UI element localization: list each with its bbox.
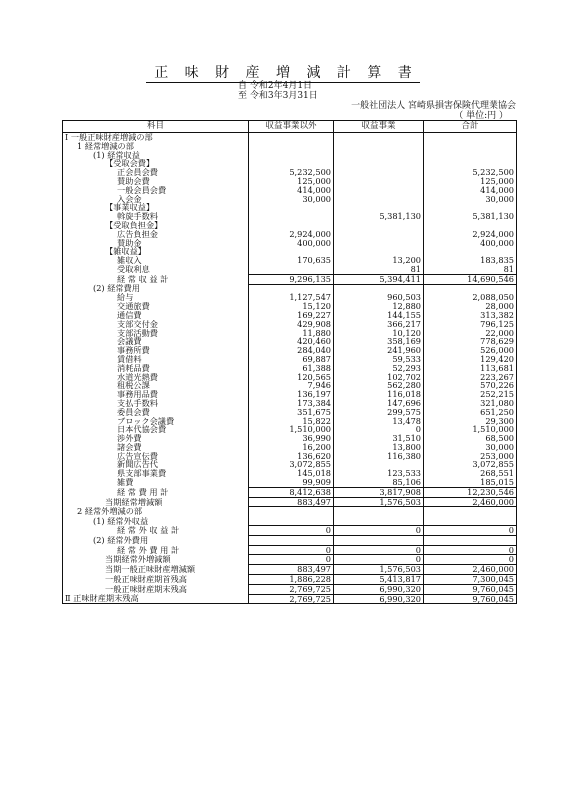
value-profit: 241,960 bbox=[334, 346, 424, 355]
value-non-profit: 2,769,725 bbox=[249, 584, 334, 594]
row-label: 事務用品費 bbox=[63, 390, 249, 399]
row-label: (2) 経常外費用 bbox=[63, 535, 249, 545]
value-non-profit: 15,120 bbox=[249, 302, 334, 311]
value-total: 14,690,546 bbox=[424, 274, 517, 284]
table-row bbox=[63, 265, 517, 274]
value-total: 253,000 bbox=[424, 452, 517, 461]
value-non-profit: 2,769,725 bbox=[249, 594, 334, 604]
header-non-profit-business: 収益事業以外 bbox=[249, 121, 334, 133]
value-profit: 123,533 bbox=[334, 469, 424, 478]
value-non-profit: 136,620 bbox=[249, 452, 334, 461]
value-non-profit: 3,072,855 bbox=[249, 460, 334, 469]
value-non-profit: 120,565 bbox=[249, 373, 334, 382]
header-account: 科目 bbox=[63, 121, 249, 133]
table-row bbox=[63, 526, 517, 536]
row-label: 日本代協会費 bbox=[63, 425, 249, 434]
row-label: 賛助会費 bbox=[63, 177, 249, 186]
row-label: (1) 経常収益 bbox=[63, 151, 249, 160]
value-non-profit bbox=[249, 507, 334, 516]
value-non-profit: 36,990 bbox=[249, 434, 334, 443]
row-label: Ⅰ 一般正味財産増減の部 bbox=[63, 133, 249, 142]
value-profit: 3,817,908 bbox=[334, 487, 424, 497]
row-label: 新聞広告代 bbox=[63, 460, 249, 469]
value-non-profit: 414,000 bbox=[249, 186, 334, 195]
value-total bbox=[424, 142, 517, 151]
row-label: 正会員会費 bbox=[63, 168, 249, 177]
row-label: 雑費 bbox=[63, 478, 249, 487]
table-row bbox=[63, 478, 517, 487]
value-total: 185,015 bbox=[424, 478, 517, 487]
value-profit bbox=[334, 516, 424, 525]
period-from: 自 令和2年4月1日 bbox=[238, 81, 313, 91]
value-total: 778,629 bbox=[424, 337, 517, 346]
value-total: 7,300,045 bbox=[424, 575, 517, 585]
value-profit: 562,280 bbox=[334, 381, 424, 390]
row-label: 斡旋手数料 bbox=[63, 212, 249, 221]
value-total: 570,226 bbox=[424, 381, 517, 390]
row-label: 給与 bbox=[63, 293, 249, 302]
value-profit: 59,533 bbox=[334, 355, 424, 364]
row-label: 2 経常外増減の部 bbox=[63, 507, 249, 516]
row-label: 広告宣伝費 bbox=[63, 452, 249, 461]
row-label: 消耗品費 bbox=[63, 364, 249, 373]
value-profit bbox=[334, 186, 424, 195]
value-profit: 102,702 bbox=[334, 373, 424, 382]
value-profit: 366,217 bbox=[334, 320, 424, 329]
row-label: 経 常 外 収 益 計 bbox=[63, 526, 249, 536]
value-profit bbox=[334, 159, 424, 168]
value-profit bbox=[334, 239, 424, 248]
value-profit: 0 bbox=[334, 555, 424, 565]
table-row bbox=[63, 487, 517, 497]
value-non-profit: 420,460 bbox=[249, 337, 334, 346]
row-label: 支払手数料 bbox=[63, 399, 249, 408]
value-total: 414,000 bbox=[424, 186, 517, 195]
value-profit bbox=[334, 151, 424, 160]
value-non-profit: 69,887 bbox=[249, 355, 334, 364]
row-label: 一般会員会費 bbox=[63, 186, 249, 195]
value-non-profit bbox=[249, 133, 334, 142]
financial-statement-table bbox=[62, 120, 517, 604]
value-non-profit: 8,412,638 bbox=[249, 487, 334, 497]
organization-name: 一般社団法人 宮崎県損害保険代理業協会 bbox=[351, 101, 516, 111]
value-total: 0 bbox=[424, 526, 517, 536]
value-non-profit: 0 bbox=[249, 526, 334, 536]
value-total: 12,230,546 bbox=[424, 487, 517, 497]
value-total: 0 bbox=[424, 555, 517, 565]
row-label: 委員会費 bbox=[63, 408, 249, 417]
value-total bbox=[424, 535, 517, 545]
value-total bbox=[424, 151, 517, 160]
value-profit: 5,381,130 bbox=[334, 212, 424, 221]
table-row bbox=[63, 507, 517, 516]
value-total: 113,681 bbox=[424, 364, 517, 373]
value-total: 321,080 bbox=[424, 399, 517, 408]
row-label: 当期経常増減額 bbox=[63, 497, 249, 507]
value-total: 2,088,050 bbox=[424, 293, 517, 302]
value-profit: 1,576,503 bbox=[334, 497, 424, 507]
row-label: 水道光熱費 bbox=[63, 373, 249, 382]
row-label: 渉外費 bbox=[63, 434, 249, 443]
value-total: 183,835 bbox=[424, 256, 517, 265]
value-profit bbox=[334, 195, 424, 204]
value-non-profit: 136,197 bbox=[249, 390, 334, 399]
value-total: 22,000 bbox=[424, 329, 517, 338]
row-label: 事務所費 bbox=[63, 346, 249, 355]
value-profit: 1,576,503 bbox=[334, 565, 424, 575]
value-total: 9,760,045 bbox=[424, 584, 517, 594]
value-total: 68,500 bbox=[424, 434, 517, 443]
value-non-profit: 15,822 bbox=[249, 417, 334, 426]
value-total: 30,000 bbox=[424, 443, 517, 452]
value-profit: 299,575 bbox=[334, 408, 424, 417]
value-total: 129,420 bbox=[424, 355, 517, 364]
value-non-profit: 1,886,228 bbox=[249, 575, 334, 585]
value-profit: 13,800 bbox=[334, 443, 424, 452]
row-label: 賃借料 bbox=[63, 355, 249, 364]
row-label: 【受取負担金】 bbox=[63, 221, 249, 230]
row-label: 会議費 bbox=[63, 337, 249, 346]
unit-note: （ 単位:円 ） bbox=[454, 111, 508, 121]
value-non-profit: 5,232,500 bbox=[249, 168, 334, 177]
value-total: 28,000 bbox=[424, 302, 517, 311]
value-profit: 0 bbox=[334, 425, 424, 434]
value-profit bbox=[334, 221, 424, 230]
value-total: 81 bbox=[424, 265, 517, 274]
value-non-profit: 99,909 bbox=[249, 478, 334, 487]
value-total: 1,510,000 bbox=[424, 425, 517, 434]
value-non-profit: 0 bbox=[249, 545, 334, 555]
row-label: 当期一般正味財産増減額 bbox=[63, 565, 249, 575]
value-non-profit bbox=[249, 203, 334, 212]
value-non-profit: 169,227 bbox=[249, 311, 334, 320]
value-total: 400,000 bbox=[424, 239, 517, 248]
row-label: 県支部事業費 bbox=[63, 469, 249, 478]
value-total: 5,381,130 bbox=[424, 212, 517, 221]
document-title: 正 味 財 産 増 減 計 算 書 bbox=[0, 62, 566, 82]
value-profit bbox=[334, 507, 424, 516]
period-to: 至 令和3年3月31日 bbox=[238, 91, 318, 101]
value-total: 29,300 bbox=[424, 417, 517, 426]
row-label: 支部活動費 bbox=[63, 329, 249, 338]
value-profit: 10,120 bbox=[334, 329, 424, 338]
value-profit: 0 bbox=[334, 545, 424, 555]
value-non-profit: 0 bbox=[249, 555, 334, 565]
value-total: 2,460,000 bbox=[424, 497, 517, 507]
row-label: 経 常 費 用 計 bbox=[63, 487, 249, 497]
value-total: 30,000 bbox=[424, 195, 517, 204]
value-profit bbox=[334, 230, 424, 239]
value-profit: 116,380 bbox=[334, 452, 424, 461]
row-label: 【事業収益】 bbox=[63, 203, 249, 212]
table-row bbox=[63, 594, 517, 604]
value-profit: 144,155 bbox=[334, 311, 424, 320]
value-non-profit: 1,127,547 bbox=[249, 293, 334, 302]
value-non-profit: 400,000 bbox=[249, 239, 334, 248]
value-non-profit bbox=[249, 151, 334, 160]
value-non-profit: 351,675 bbox=[249, 408, 334, 417]
value-non-profit: 11,880 bbox=[249, 329, 334, 338]
value-total: 0 bbox=[424, 545, 517, 555]
row-label: 経 常 外 費 用 計 bbox=[63, 545, 249, 555]
row-label: 経 常 収 益 計 bbox=[63, 274, 249, 284]
value-non-profit: 9,296,135 bbox=[249, 274, 334, 284]
value-non-profit: 173,384 bbox=[249, 399, 334, 408]
value-total: 268,551 bbox=[424, 469, 517, 478]
value-non-profit: 170,635 bbox=[249, 256, 334, 265]
value-total bbox=[424, 516, 517, 525]
row-label: (2) 経常費用 bbox=[63, 284, 249, 293]
row-label: 一般正味財産期首残高 bbox=[63, 575, 249, 585]
row-label: ブロック会議費 bbox=[63, 417, 249, 426]
value-non-profit bbox=[249, 265, 334, 274]
value-profit bbox=[334, 535, 424, 545]
value-non-profit: 30,000 bbox=[249, 195, 334, 204]
value-total: 9,760,045 bbox=[424, 594, 517, 604]
value-profit: 5,394,411 bbox=[334, 274, 424, 284]
value-total: 125,000 bbox=[424, 177, 517, 186]
row-label: 支部交付金 bbox=[63, 320, 249, 329]
value-total: 313,382 bbox=[424, 311, 517, 320]
table-row bbox=[63, 535, 517, 545]
row-label: 【雑収益】 bbox=[63, 247, 249, 256]
row-label: 一般正味財産期末残高 bbox=[63, 584, 249, 594]
row-label: (1) 経常外収益 bbox=[63, 516, 249, 525]
value-non-profit: 61,388 bbox=[249, 364, 334, 373]
value-profit bbox=[334, 133, 424, 142]
row-label: 通信費 bbox=[63, 311, 249, 320]
value-total: 526,000 bbox=[424, 346, 517, 355]
value-non-profit: 284,040 bbox=[249, 346, 334, 355]
row-label: 租税公課 bbox=[63, 381, 249, 390]
value-profit bbox=[334, 142, 424, 151]
value-non-profit: 1,510,000 bbox=[249, 425, 334, 434]
value-non-profit bbox=[249, 535, 334, 545]
value-total: 5,232,500 bbox=[424, 168, 517, 177]
value-total: 252,215 bbox=[424, 390, 517, 399]
header-profit-business: 収益事業 bbox=[334, 121, 424, 133]
value-non-profit bbox=[249, 212, 334, 221]
value-total: 223,267 bbox=[424, 373, 517, 382]
value-total: 651,250 bbox=[424, 408, 517, 417]
table-header-row bbox=[63, 121, 517, 133]
header-total: 合計 bbox=[424, 121, 517, 133]
row-label: Ⅱ 正味財産期末残高 bbox=[63, 594, 249, 604]
value-profit: 52,293 bbox=[334, 364, 424, 373]
row-label: 交通旅費 bbox=[63, 302, 249, 311]
row-label: 広告負担金 bbox=[63, 230, 249, 239]
value-non-profit: 883,497 bbox=[249, 497, 334, 507]
table-row bbox=[63, 575, 517, 585]
value-total bbox=[424, 507, 517, 516]
value-profit: 358,169 bbox=[334, 337, 424, 346]
value-profit: 6,990,320 bbox=[334, 594, 424, 604]
row-label: 受取利息 bbox=[63, 265, 249, 274]
row-label: 賛助金 bbox=[63, 239, 249, 248]
value-non-profit: 125,000 bbox=[249, 177, 334, 186]
value-profit: 13,478 bbox=[334, 417, 424, 426]
row-label: 当期経常外増減額 bbox=[63, 555, 249, 565]
value-profit: 147,696 bbox=[334, 399, 424, 408]
value-profit bbox=[334, 168, 424, 177]
value-non-profit bbox=[249, 516, 334, 525]
value-profit bbox=[334, 177, 424, 186]
value-non-profit bbox=[249, 142, 334, 151]
value-profit: 6,990,320 bbox=[334, 584, 424, 594]
value-profit: 31,510 bbox=[334, 434, 424, 443]
value-profit: 5,413,817 bbox=[334, 575, 424, 585]
value-total bbox=[424, 133, 517, 142]
row-label: 雑収入 bbox=[63, 256, 249, 265]
value-non-profit: 7,946 bbox=[249, 381, 334, 390]
value-profit: 81 bbox=[334, 265, 424, 274]
value-non-profit: 145,018 bbox=[249, 469, 334, 478]
row-label: 1 経常増減の部 bbox=[63, 142, 249, 151]
row-label: 諸会費 bbox=[63, 443, 249, 452]
row-label: 入会金 bbox=[63, 195, 249, 204]
value-non-profit: 2,924,000 bbox=[249, 230, 334, 239]
value-total: 2,460,000 bbox=[424, 565, 517, 575]
value-non-profit: 16,200 bbox=[249, 443, 334, 452]
value-total: 2,924,000 bbox=[424, 230, 517, 239]
value-non-profit: 429,908 bbox=[249, 320, 334, 329]
value-profit: 116,018 bbox=[334, 390, 424, 399]
row-label: 【受取会費】 bbox=[63, 159, 249, 168]
value-total: 3,072,855 bbox=[424, 460, 517, 469]
value-profit: 13,200 bbox=[334, 256, 424, 265]
value-profit: 960,503 bbox=[334, 293, 424, 302]
value-profit: 12,880 bbox=[334, 302, 424, 311]
value-total: 796,125 bbox=[424, 320, 517, 329]
value-profit: 85,106 bbox=[334, 478, 424, 487]
value-profit: 0 bbox=[334, 526, 424, 536]
value-non-profit: 883,497 bbox=[249, 565, 334, 575]
table-body bbox=[63, 133, 517, 604]
